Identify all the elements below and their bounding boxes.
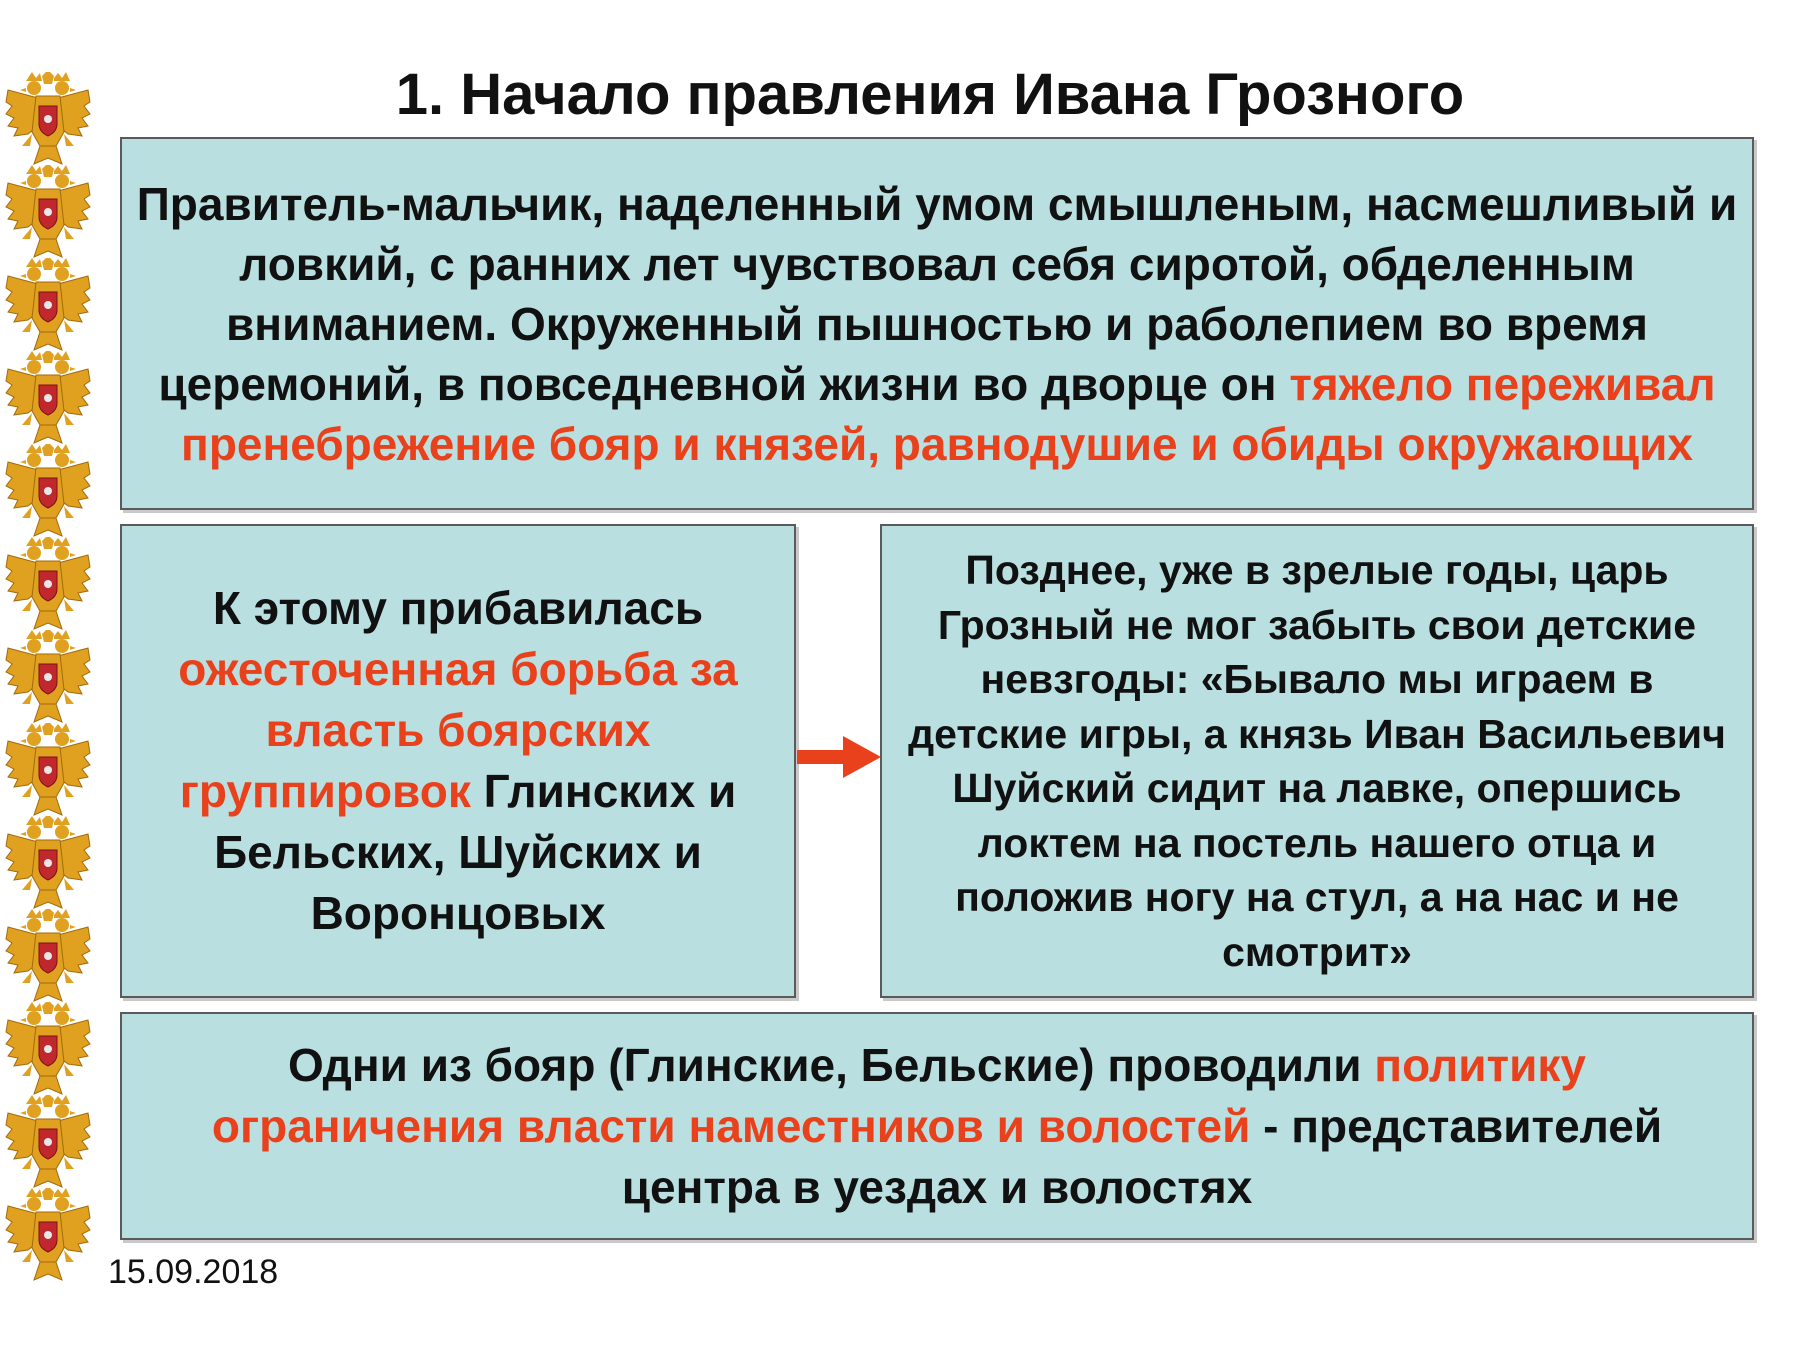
power-struggle-box (120, 524, 796, 998)
intro-highlight: тяжело переживал пренебрежение бояр и князей, равнодушие и обиды окружающих (181, 357, 1716, 470)
double-headed-eagle-icon (4, 909, 92, 1005)
double-headed-eagle-icon (4, 258, 92, 354)
intro-text: Правитель-мальчик, наделенный умом смышленым, насмешливый и ловкий, с ранних лет чувствовал себя сиротой, обделенным вниманием. Окруженный пышностью и раболепием во время церемоний, в повседневной жизни во дворце он (136, 177, 1738, 410)
power-struggle-highlight: ожесточенная борьба за власть боярских группировок (178, 643, 738, 817)
double-headed-eagle-icon (4, 72, 92, 168)
power-struggle-paragraph (144, 578, 772, 944)
double-headed-eagle-icon (4, 537, 92, 633)
policy-box (120, 1012, 1754, 1240)
intro-paragraph (136, 174, 1738, 474)
coat-of-arms-strip (0, 72, 100, 1292)
double-headed-eagle-icon (4, 444, 92, 540)
double-headed-eagle-icon (4, 630, 92, 726)
arrow-right-icon (797, 736, 881, 778)
double-headed-eagle-icon (4, 1188, 92, 1284)
double-headed-eagle-icon (4, 723, 92, 819)
slide-date: 15.09.2018 (108, 1253, 279, 1291)
slide-title: 1. Начало правления Ивана Грозного (395, 62, 1465, 127)
intro-box (120, 137, 1754, 510)
policy-text-after: - представителей центра в уездах и волостях (621, 1099, 1663, 1213)
double-headed-eagle-icon (4, 165, 92, 261)
double-headed-eagle-icon (4, 351, 92, 447)
power-struggle-text-after: Глинских и Бельских, Шуйских и Воронцовых (214, 765, 737, 939)
double-headed-eagle-icon (4, 1095, 92, 1191)
policy-highlight: политику ограничения власти наместников и волостей (211, 1038, 1586, 1152)
double-headed-eagle-icon (4, 1002, 92, 1098)
double-headed-eagle-icon (4, 816, 92, 912)
power-struggle-text-before: К этому прибавилась (212, 582, 704, 634)
policy-paragraph (136, 1035, 1738, 1218)
quote-box (880, 524, 1754, 998)
policy-text-before: Одни из бояр (Глинские, Бельские) проводили (288, 1038, 1375, 1091)
quote-paragraph: Позднее, уже в зрелые годы, царь Грозный не мог забыть свои детские невзгоды: «Бывало мы играем в детские игры, а князь Иван Васильевич Шуйский сидит на лавке, опершись локтем на постель нашего отца и положив ногу на стул, а на нас и не смотрит» (908, 547, 1726, 975)
